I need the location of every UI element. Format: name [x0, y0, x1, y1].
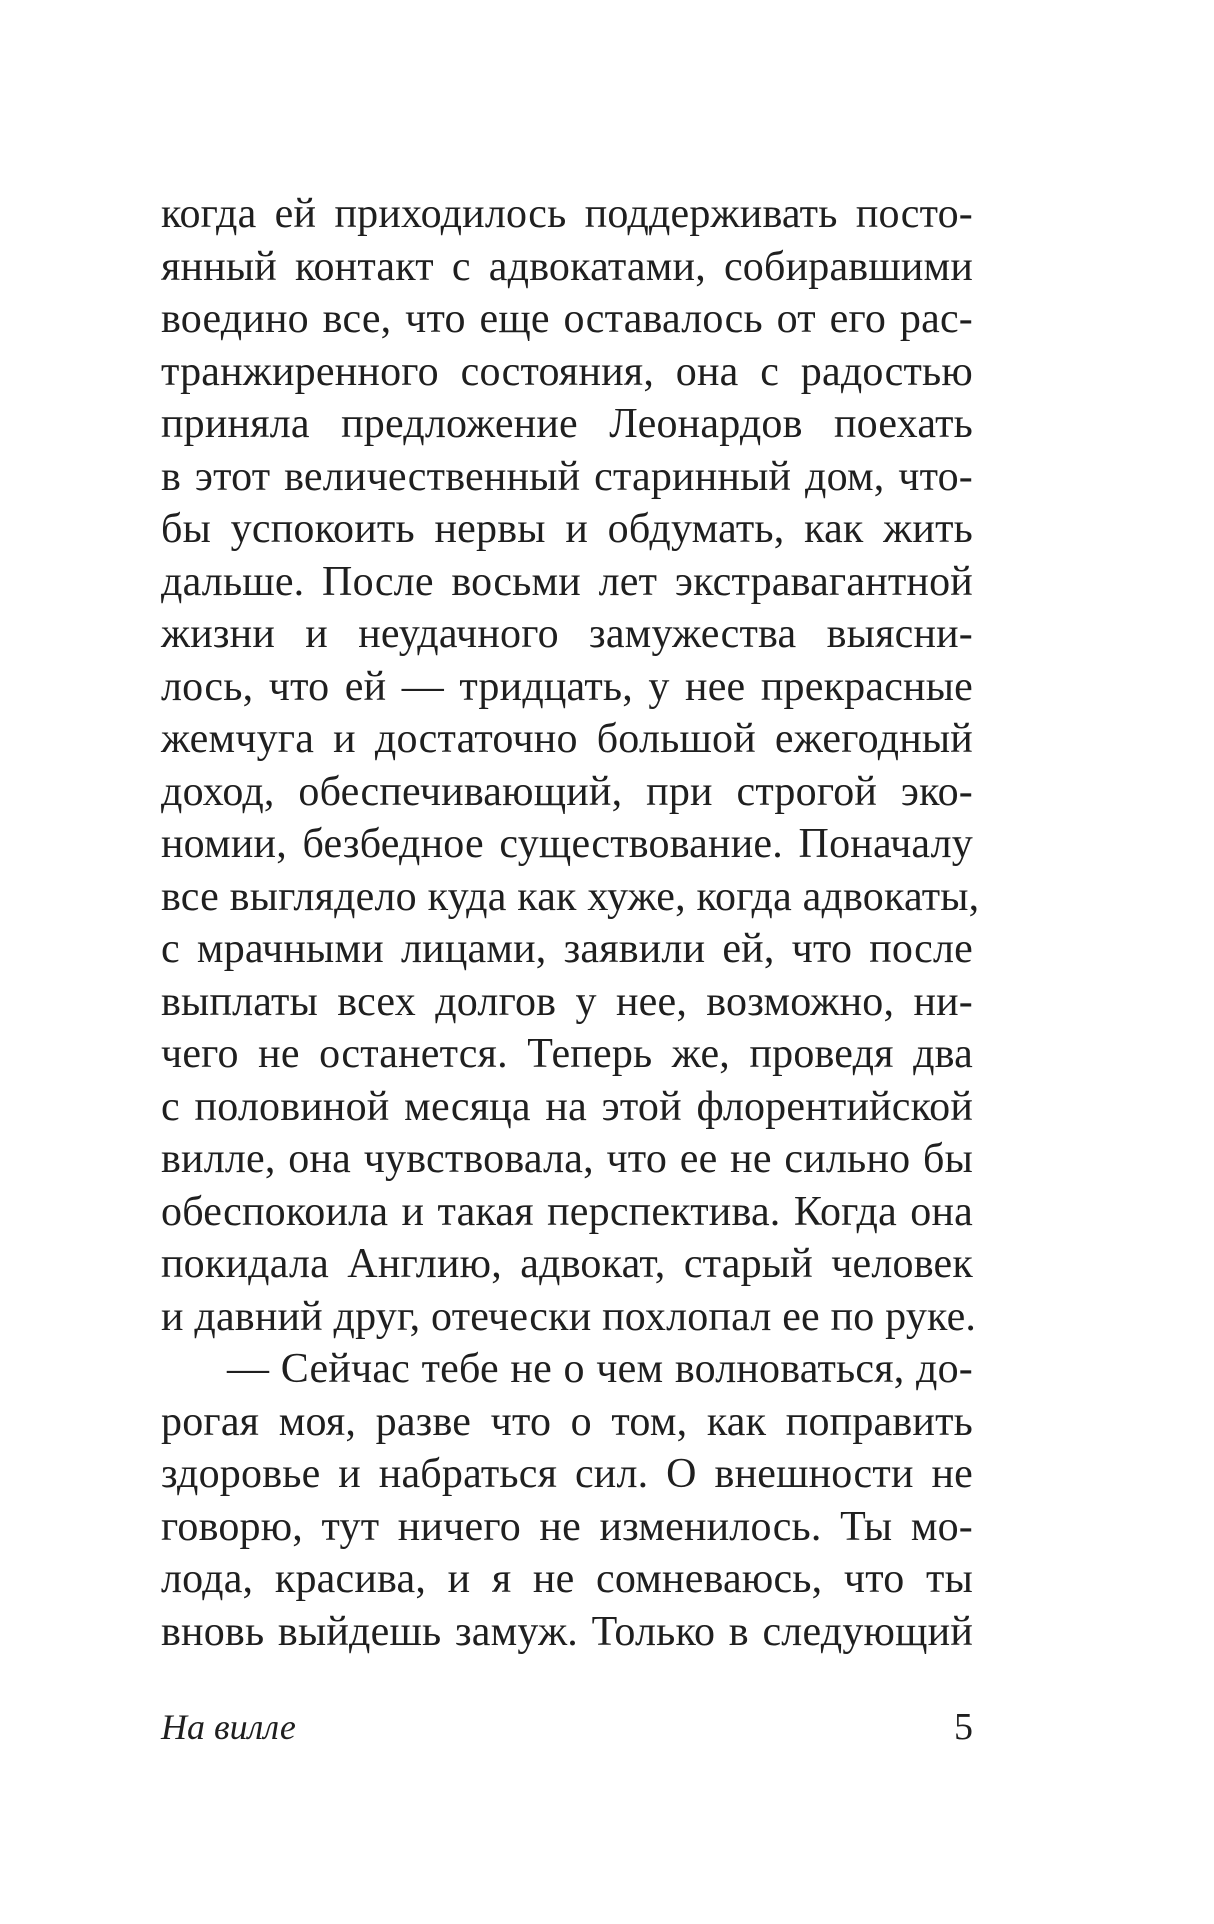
page-footer: [161, 1702, 973, 1752]
text-line: покидала Англию, адвокат, старый человек: [161, 1241, 973, 1287]
running-title: На вилле: [161, 1707, 296, 1747]
text-line: транжиренного состояния, она с радостью: [161, 348, 973, 395]
text-line: жизни и неудачного замужества выясни-: [161, 611, 973, 657]
text-line: и давний друг, отечески похлопал ее по руке.: [161, 1293, 977, 1340]
text-line: рогая моя, разве что о том, как поправить: [161, 1398, 973, 1445]
text-line: дальше. После восьми лет экстравагантной: [161, 558, 973, 605]
text-line: вновь выйдешь замуж. Только в следующий: [161, 1608, 973, 1655]
text-line: бы успокоить нервы и обдумать, как жить: [161, 506, 973, 552]
text-line: с половиной месяца на этой флорентийской: [161, 1083, 973, 1130]
text-line: янный контакт с адвокатами, собиравшими: [161, 243, 973, 290]
text-line: приняла предложение Леонардов поехать: [161, 401, 973, 447]
text-line: все выглядело куда как хуже, когда адвокаты,: [161, 873, 980, 920]
text-line: когда ей приходилось поддерживать посто-: [161, 191, 973, 237]
text-line: говорю, тут ничего не изменилось. Ты мо-: [161, 1503, 973, 1550]
text-line: лось, что ей — тридцать, у нее прекрасные: [161, 663, 973, 710]
page-number: 5: [954, 1706, 973, 1748]
text-line: чего не останется. Теперь же, проведя два: [161, 1031, 973, 1077]
text-line: выплаты всех долгов у нее, возможно, ни-: [161, 978, 973, 1025]
text-line: лода, красива, и я не сомневаюсь, что ты: [161, 1556, 973, 1602]
text-line: жемчуга и достаточно большой ежегодный: [161, 716, 973, 762]
text-line: доход, обеспечивающий, при строгой эко-: [161, 768, 973, 815]
text-line: — Сейчас тебе не о чем волноваться, до-: [227, 1346, 973, 1392]
text-line: воедино все, что еще оставалось от его рас-: [161, 296, 973, 342]
text-line: номии, безбедное существование. Поначалу: [161, 821, 973, 867]
text-line: с мрачными лицами, заявили ей, что после: [161, 926, 973, 972]
text-line: вилле, она чувствовала, что ее не сильно бы: [161, 1136, 973, 1182]
text-line: обеспокоила и такая перспектива. Когда она: [161, 1188, 973, 1235]
body-text: [161, 188, 980, 1658]
text-line: в этот величественный старинный дом, что-: [161, 453, 973, 500]
text-line: здоровье и набраться сил. О внешности не: [161, 1451, 973, 1497]
